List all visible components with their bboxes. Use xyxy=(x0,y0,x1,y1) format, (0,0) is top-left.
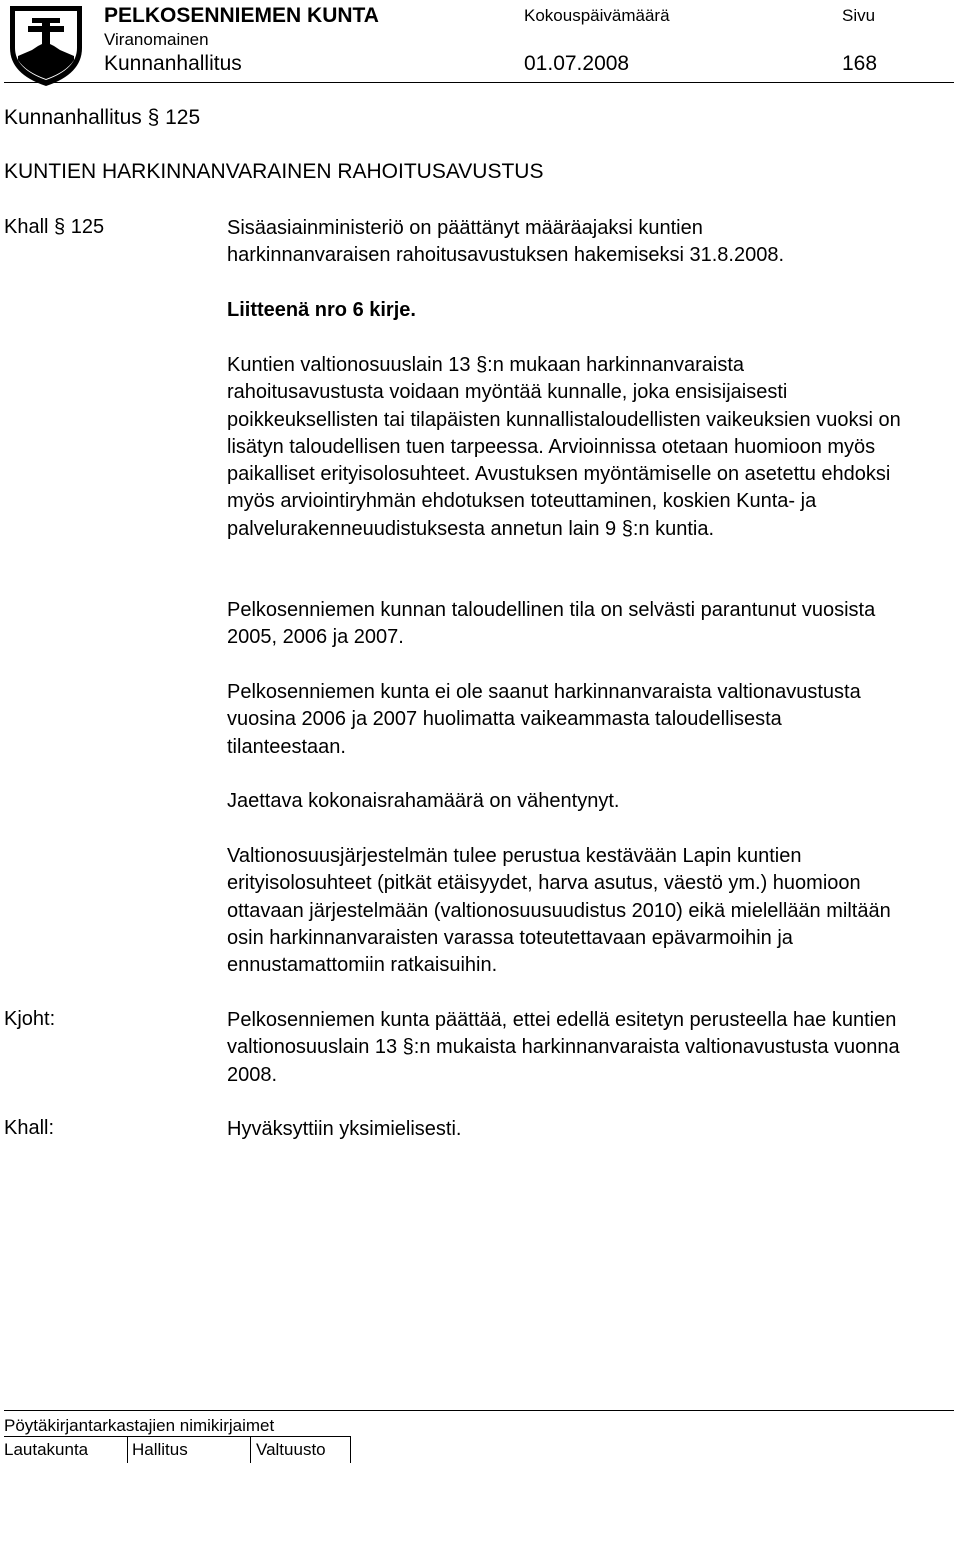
footer-divider-top xyxy=(4,1410,954,1411)
intro-paragraph: Sisäasiainministeriö on päättänyt määräajaksi kuntien harkinnanvaraisen rahoitusavustuksen hakemiseksi 31.8.2008. xyxy=(227,217,785,267)
footer-col-hallitus: Hallitus xyxy=(132,1440,188,1459)
footer-column-separator-1 xyxy=(127,1436,128,1463)
intro-text xyxy=(227,215,867,270)
khall-decision-label: Khall: xyxy=(4,1117,55,1139)
document-title: KUNTIEN HARKINNANVARAINEN RAHOITUSAVUSTUS xyxy=(4,160,544,183)
decision-text xyxy=(227,1116,927,1143)
organ-label: Viranomainen xyxy=(104,30,209,49)
footer-col-valtuusto: Valtuusto xyxy=(256,1440,326,1459)
page-number: 168 xyxy=(842,52,878,75)
coat-of-arms-logo xyxy=(6,2,86,88)
footer-signature-columns xyxy=(4,1440,326,1460)
decision-paragraph: Hyväksyttiin yksimielisesti. xyxy=(227,1118,462,1140)
proposal-paragraph: Pelkosenniemen kunta päättää, ettei edellä esitetyn perusteella hae kuntien valtionosuuslain 13 §:n mukaista harkinnanvaraista valtionavustusta vuonna 2008. xyxy=(227,1009,900,1086)
footer-column-separator-2 xyxy=(250,1436,251,1463)
page-label: Sivu xyxy=(842,6,876,25)
paragraph-2-text: Pelkosenniemen kunnan taloudellinen tila on selvästi parantunut vuosista 2005, 2006 ja 2007. xyxy=(227,599,876,649)
paragraph-1 xyxy=(227,352,902,543)
paragraph-1-text: Kuntien valtionosuuslain 13 §:n mukaan harkinnanvaraista rahoitusavustusta voidaan myöntää kunnalle, joka ensisijaisesti poikkeuksellisten tai tilapäisten kunnallistaloudellisten vaikeuksien vuoksi on lisätyn taloudellisen tuen tarpeessa. Arvioinnissa otetaan huomioon myös paikalliset erityisolosuhteet. Avustuksen myöntämiselle on asetettu ehdoksi myös arviointiryhmän ehdotuksen toteuttaminen, koskien Kunta- ja palvelurakenneuudistuksesta annetun lain 9 §:n kuntia. xyxy=(227,354,901,540)
governing-body: Kunnanhallitus xyxy=(104,52,242,75)
header-divider xyxy=(4,82,954,83)
paragraph-5 xyxy=(227,843,917,979)
kjoht-label: Kjoht: xyxy=(4,1008,56,1030)
footer-col-lautakunta: Lautakunta xyxy=(4,1440,89,1459)
paragraph-3 xyxy=(227,679,902,761)
footer-signatures-label: Pöytäkirjantarkastajien nimikirjaimet xyxy=(4,1416,275,1435)
attachment-note: Liitteenä nro 6 kirje. xyxy=(227,299,416,321)
proposal-text xyxy=(227,1007,917,1089)
khall-label: Khall § 125 xyxy=(4,216,105,238)
section-heading: Kunnanhallitus § 125 xyxy=(4,106,201,129)
paragraph-4 xyxy=(227,788,927,815)
paragraph-5-text: Valtionosuusjärjestelmän tulee perustua kestävään Lapin kuntien erityisolosuhteet (pitkät etäisyydet, harva asutus, väestö ym.) huomioon ottavaan järjestelmään (valtionosuusuudistus 2010) eikä mielellään miltään osin harkinnanvaraisten varassa toteutettavaan epävarmoihin ja ennustamattomiin ratkaisuihin. xyxy=(227,845,891,977)
paragraph-3-text: Pelkosenniemen kunta ei ole saanut harkinnanvaraista valtionavustusta vuosina 2006 ja 2007 huolimatta vaikeammasta taloudellisesta tilanteestaan. xyxy=(227,681,861,758)
footer-column-separator-3 xyxy=(350,1436,351,1463)
paragraph-4-text: Jaettava kokonaisrahamäärä on vähentynyt. xyxy=(227,790,620,812)
municipality-name: PELKOSENNIEMEN KUNTA xyxy=(104,4,379,27)
meeting-date: 01.07.2008 xyxy=(524,52,630,75)
meeting-date-label: Kokouspäivämäärä xyxy=(524,6,670,25)
footer-divider-mid xyxy=(4,1436,350,1437)
paragraph-2 xyxy=(227,597,902,652)
